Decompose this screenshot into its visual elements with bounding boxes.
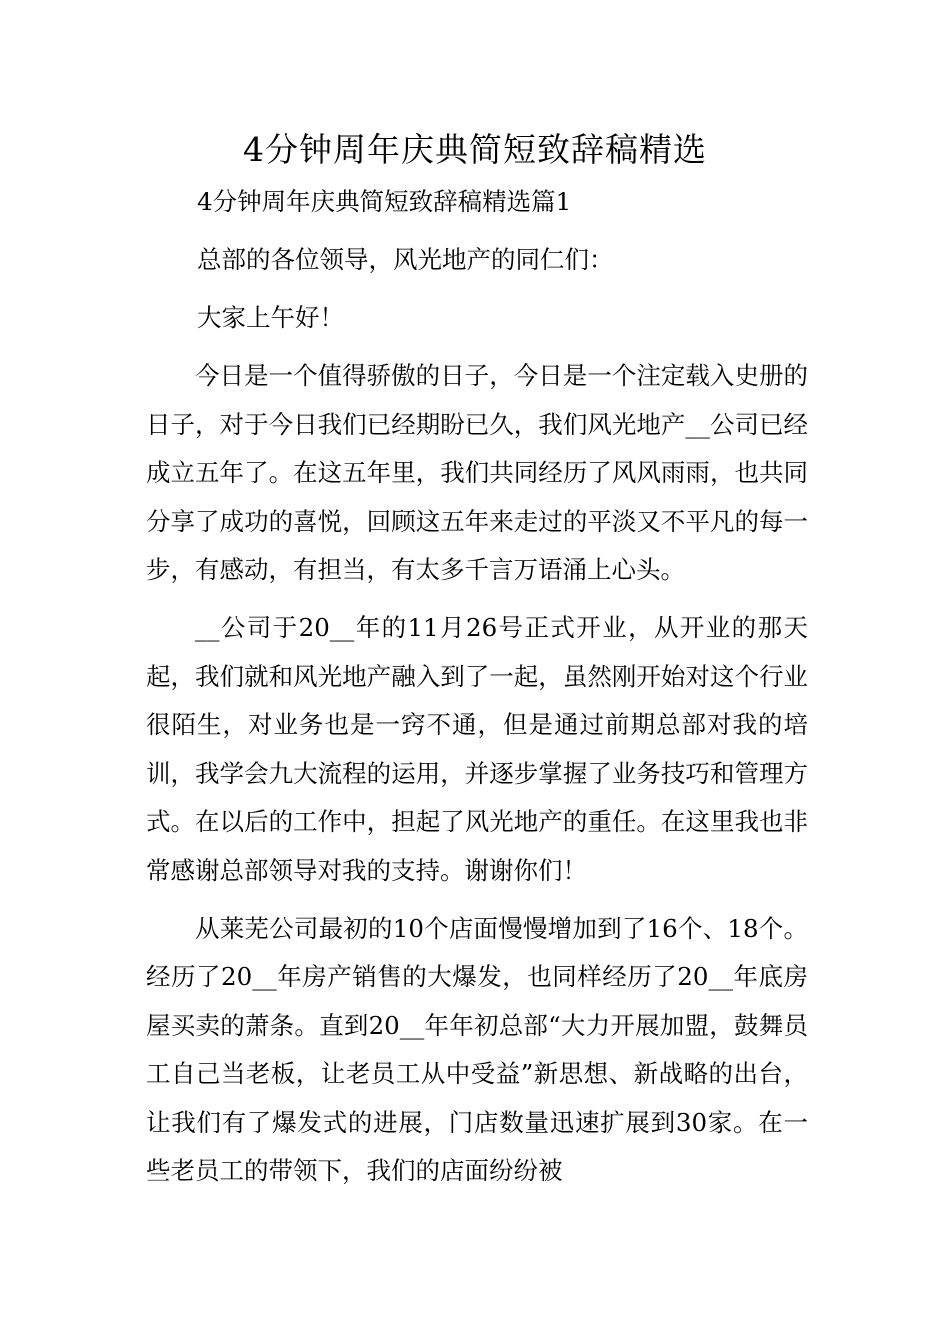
section-heading: 4分钟周年庆典简短致辞稿精选篇1 — [197, 187, 572, 216]
document-title: 4分钟周年庆典简短致辞稿精选 — [243, 130, 707, 169]
document-body — [146, 178, 808, 1196]
body-paragraph: __公司于20__年的11月26号正式开业，从开业的那天起，我们就和风光地产融入到了一起，虽然刚开始对这个行业很陌生，对业务也是一窍不通，但是通过前期总部对我的培训，我学会九大流程的运用，并逐步掌握了业务技巧和管理方式。在以后的工作中，担起了风光地产的重任。在这里我也非常感谢总部领导对我的支持。谢谢你们！ — [146, 613, 808, 885]
salutation: 总部的各位领导，风光地产的同仁们： — [197, 245, 614, 274]
body-paragraph: 今日是一个值得骄傲的日子，今日是一个注定载入史册的日子，对于今日我们已经期盼已久，我们风光地产__公司已经成立五年了。在这五年里，我们共同经历了风风雨雨，也共同分享了成功的喜悦，回顾这五年来走过的平淡又不平凡的每一步，有感动，有担当，有太多千言万语涌上心头。 — [146, 361, 808, 584]
greeting: 大家上午好！ — [197, 303, 344, 332]
body-paragraph: 从莱芜公司最初的10个店面慢慢增加到了16个、18个。经历了20__年房产销售的大爆发，也同样经历了20__年底房屋买卖的萧条。直到20__年年初总部“大力开展加盟，鼓舞员工自己当老板，让老员工从中受益”新思想、新战略的出台，让我们有了爆发式的进展，门店数量迅速扩展到30家。在一些老员工的带领下，我们的店面纷纷被 — [146, 913, 808, 1185]
